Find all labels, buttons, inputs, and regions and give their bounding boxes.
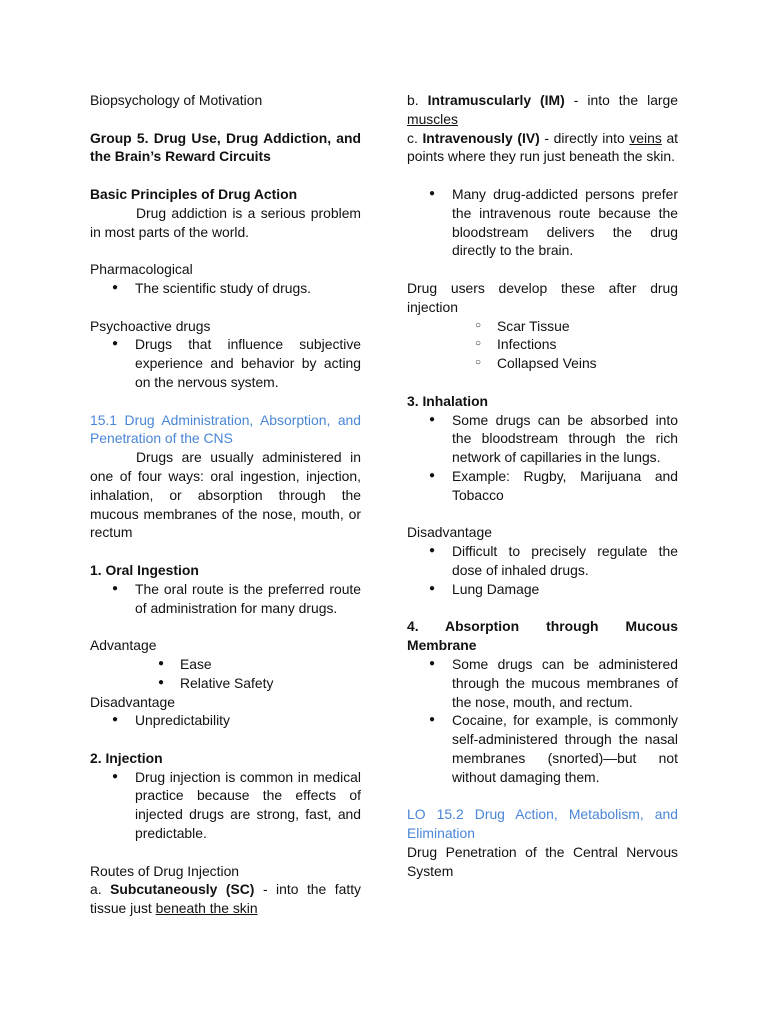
inhalation-disadvantage-list (407, 542, 678, 598)
doc-header: Biopsychology of Motivation (90, 92, 263, 108)
route-b-term: Intramuscularly (IM) (427, 92, 565, 108)
psychoactive-label: Psychoactive drugs (90, 317, 211, 334)
route-c-text-after: at points where they run just beneath the skin. (407, 129, 679, 165)
inhalation-list (407, 411, 678, 505)
route-a-term: Subcutaneously (SC) (110, 881, 255, 898)
route-c-underlined: veins (629, 129, 662, 146)
injection-heading: 2. Injection (90, 749, 163, 766)
route-c-term: Intravenously (IV) (422, 129, 540, 146)
inhalation-heading: 3. Inhalation (407, 392, 489, 409)
group-title: Group 5. Drug Use, Drug Addiction, and the Brain’s Reward Circuits (90, 129, 361, 165)
route-c (407, 129, 678, 167)
oral-ingestion-heading: 1. Oral Ingestion (90, 561, 199, 578)
route-c-prefix: c. (407, 129, 418, 146)
route-b-text: - into the large (573, 92, 679, 108)
list-item: ● Relative Safety (90, 674, 361, 693)
list-item: ● Example: Rugby, Marijuana and Tobacco (407, 467, 678, 505)
list-item: ● The oral route is the preferred route of administration for many drugs. (90, 580, 361, 618)
oral-ingestion-list (90, 580, 361, 618)
route-a-underlined: beneath the skin (155, 900, 258, 917)
advantage-label: Advantage (90, 637, 157, 654)
list-item: ● Lung Damage (407, 580, 678, 599)
list-item: ○ Collapsed Veins (407, 354, 678, 373)
routes-label: Routes of Drug Injection (90, 862, 240, 879)
injection-list (90, 768, 361, 843)
pharmacological-list (90, 279, 361, 298)
route-b-continued (407, 110, 678, 129)
list-item: ● Some drugs can be administered through the mucous membranes of the nose, mouth, and rectum. (407, 655, 678, 711)
administration-text: Drugs are usually administered in one of four ways: oral ingestion, injection, inhalation, or absorption through the mucous membranes of the nose, mouth, or rectum (90, 449, 361, 541)
develop-list (407, 317, 678, 373)
route-a (90, 880, 361, 918)
list-item: ● Ease (90, 655, 361, 674)
list-item: ● Unpredictability (90, 711, 361, 730)
list-item: ○ Infections (407, 335, 678, 354)
disadvantage-list (90, 711, 361, 730)
cns-penetration-text: Drug Penetration of the Central Nervous System (407, 843, 678, 879)
route-a-prefix: a. (90, 881, 102, 898)
list-item: ● Some drugs can be absorbed into the bloodstream through the rich network of capillaries in the lungs. (407, 411, 678, 467)
list-item: ● Difficult to precisely regulate the dose of inhaled drugs. (407, 542, 678, 580)
inhalation-disadvantage-label: Disadvantage (407, 524, 492, 541)
disadvantage-label: Disadvantage (90, 693, 175, 710)
list-item: ● Many drug-addicted persons prefer the intravenous route because the bloodstream delivers the drug directly to the brain. (407, 185, 678, 260)
basic-principles-text: Drug addiction is a serious problem in most parts of the world. (90, 204, 361, 240)
route-b-prefix: b. (407, 92, 419, 108)
route-c-text: - directly into (544, 129, 625, 146)
psychoactive-list (90, 335, 361, 391)
left-column (90, 91, 361, 918)
mucous-heading: 4. Absorption through Mucous Membrane (407, 618, 678, 654)
mucous-list (407, 655, 678, 787)
right-column (407, 91, 678, 880)
route-b-underlined: muscles (407, 110, 458, 127)
list-item: ● Drug injection is common in medical practice because the effects of injected drugs are strong, fast, and predictable. (90, 768, 361, 843)
route-b (407, 91, 678, 110)
route-a-text: - into the fatty tissue just (90, 881, 362, 917)
list-item: ● Drugs that influence subjective experience and behavior by acting on the nervous system. (90, 335, 361, 391)
list-item: ● The scientific study of drugs. (90, 279, 361, 298)
advantage-list (90, 655, 361, 693)
section-lo-15-2-heading: LO 15.2 Drug Action, Metabolism, and Elimination (407, 806, 678, 842)
list-item: ● Cocaine, for example, is commonly self-administered through the nasal membranes (snorted)—but not without damaging them. (407, 711, 678, 786)
basic-principles-heading: Basic Principles of Drug Action (90, 185, 298, 202)
intravenous-list (407, 185, 678, 260)
pharmacological-label: Pharmacological (90, 261, 193, 278)
list-item: ○ Scar Tissue (407, 317, 678, 336)
section-15-1-heading: 15.1 Drug Administration, Absorption, and Penetration of the CNS (90, 411, 361, 447)
develop-text: Drug users develop these after drug injection (407, 279, 678, 315)
